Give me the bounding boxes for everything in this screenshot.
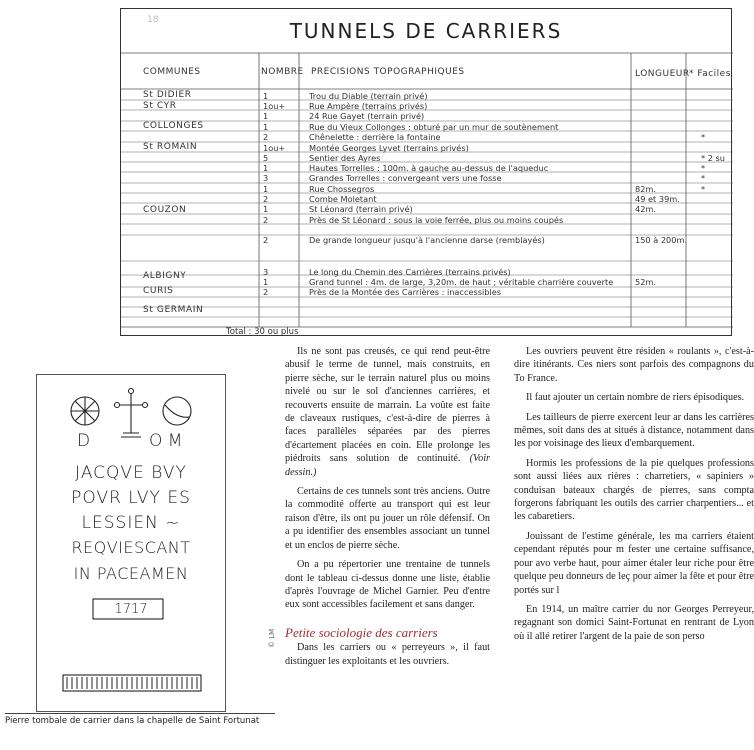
section-heading: Petite sociologie des carriers (285, 624, 438, 640)
image-caption: Pierre tombale de carrier dans la chapelle de Saint Fortunat (5, 713, 275, 726)
article-column-1 (285, 345, 490, 674)
row-precision: Trou du Diable (terrain privé) (309, 91, 428, 101)
row-nombre: 2 (263, 215, 269, 225)
row-precision: 24 Rue Gayet (terrain privé) (309, 111, 425, 121)
tomb-d: D (77, 431, 91, 451)
table-title: TUNNELS DE CARRIERS (289, 19, 563, 43)
row-nombre: 1 (263, 122, 269, 132)
paragraph-episodiques: Il faut ajouter un certain nombre de riers épisodiques. (526, 392, 745, 404)
row-precision: Rue Chossegros (309, 184, 375, 194)
table-total: Total : 30 ou plus (226, 327, 299, 337)
tomb-line-inpace: IN PACEAMEN (73, 564, 189, 583)
row-precision: Rue du Vieux Collonges : obturé par un mur de soutènement (309, 122, 559, 132)
row-nombre: 1 (263, 204, 269, 214)
header-communes: COMMUNES (143, 67, 201, 77)
row-nombre: 1ou+ (263, 143, 286, 153)
paragraph-tunnels-repertoire: On a pu répertorier une trentaine de tunnels dont le tableau ci-dessus donne une liste, établie d'après l'ouvrage de Michel Garnier. Peu d'entre eux sont accessibles facilement et sans danger. (285, 559, 490, 611)
row-nombre: 3 (263, 173, 269, 183)
row-nombre: 1 (263, 111, 269, 121)
row-nombre: 2 (263, 235, 269, 245)
paragraph-tunnels-anciens: Certains de ces tunnels sont très anciens. Outre la commodité offerte au transport qui est leur raison d'être, ils ont pu jouer un rôle défensif. On a pu identifier des ensembles associant un tunnel et un enclos de pierre sèche. (285, 486, 490, 551)
row-precision: Près de la Montée des Carrières : inaccessibles (309, 287, 502, 297)
row-facile: * (701, 173, 706, 183)
row-facile: * (701, 184, 706, 194)
row-precision: Près de St Léonard : sous la voie ferrée, plus ou moins coupés (309, 215, 564, 225)
row-longueur: 42m. (635, 204, 656, 214)
row-precision: Rue Ampère (terrains privés) (309, 101, 428, 111)
row-nombre: 3 (263, 267, 269, 277)
row-longueur: 82m. (635, 184, 656, 194)
tomb-year: 1717 (114, 602, 148, 617)
article-column-2 (514, 345, 754, 649)
row-nombre: 1 (263, 184, 269, 194)
header-faciles: * Faciles (689, 69, 731, 79)
commune-st-cyr: St CYR (143, 101, 177, 111)
row-precision: Grandes Torrelles : convergeant vers une fosse (309, 173, 502, 183)
row-nombre: 1ou+ (263, 101, 286, 111)
row-precision: De grande longueur jusqu'à l'ancienne darse (remblayés) (309, 235, 545, 245)
row-nombre: 1 (263, 277, 269, 287)
row-longueur: 52m. (635, 277, 656, 287)
commune-couzon: COUZON (143, 205, 187, 215)
tomb-line-jacque: JACQVE BVY (75, 463, 187, 483)
row-nombre: 1 (263, 91, 269, 101)
header-nombre: NOMBRE (261, 67, 304, 77)
row-precision: Le long du Chemin des Carrières (terrains privés) (309, 267, 511, 277)
paragraph-tunnels-construction: Ils ne sont pas creusés, ce qui rend peut-être abusif le terme de tunnel, mais construits, en pierre sèche, sur le terrain naturel plus ou moins nivelé ou sur le sol d'anciennes carrières, et recouverts ensuite de marrain. La voûte est faite de claveaux rustiques, c'est-à-dire de pierres à faces parallèles séparées par des pierres d'écartement placées en coin. Elle prolonge les piédroits sans solution de continuité. (Voir dessin.) (285, 346, 490, 478)
tomb-om: O M (149, 431, 183, 451)
commune-st-didier: St DIDIER (143, 90, 192, 100)
row-precision: Sentier des Ayres (309, 153, 381, 163)
image-credit: © LM (268, 628, 276, 648)
commune-curis: CURIS (143, 286, 174, 296)
row-nombre: 2 (263, 287, 269, 297)
row-precision: St Léonard (terrain privé) (309, 204, 413, 214)
row-nombre: 5 (263, 153, 269, 163)
paragraph-tailleurs: Les tailleurs de pierre exercent leur ar dans les carrières mêmes, soit dans des at situés à distance, notamment dans les por voisinage des lieux d'embarquement. (514, 411, 754, 450)
row-longueur: 49 et 39m. (635, 194, 680, 204)
tomb-line-requiescant: REQVIESCANT (71, 538, 191, 557)
header-longueur: LONGUEUR (635, 69, 690, 79)
paragraph-estime: Jouissant de l'estime générale, les ma carriers étaient cependant réputés pour m fester une certaine suffisance, pour avo verbe haut, pour aimer étaler leur riche pour être quelque peu donneurs de leç pour aimer la fête et pour être portés sur l (514, 530, 754, 596)
faint-mark: 18 (147, 15, 159, 25)
row-precision: Montée Georges Lyvet (terrains privés) (309, 143, 469, 153)
row-facile: * (701, 132, 706, 142)
tunnels-table (120, 8, 732, 336)
row-nombre: 1 (263, 163, 269, 173)
row-precision: Combe Moletant (309, 194, 377, 204)
commune-st-germain: St GERMAIN (143, 305, 204, 315)
row-longueur: 150 à 200m. (635, 235, 688, 245)
tombstone-drawing (36, 374, 226, 712)
row-facile: * (701, 163, 706, 173)
rosette-icon (71, 397, 99, 425)
row-nombre: 2 (263, 194, 269, 204)
row-precision: Chênelette : derrière la fontaine (309, 132, 441, 142)
see-drawing-note: (Voir dessin.) (285, 453, 490, 478)
commune-collonges: COLLONGES (143, 121, 204, 131)
row-facile: * 2 su (701, 153, 725, 163)
row-precision: Hautes Torrelles : 100m. à gauche au-dessus de l'aqueduc (309, 163, 549, 173)
paragraph-professions: Hormis les professions de la pie quelques professions sont aussi liées aux rières : charretiers, « sapiniers » conduisan bateaux chargés de pierres, sans compta forgerons fabriquant les outils des carrier charpentiers... et les cabaretiers. (514, 457, 754, 523)
header-precisions: PRECISIONS TOPOGRAPHIQUES (311, 67, 465, 77)
tomb-line-lessien: LESSIEN ~ (81, 513, 181, 533)
paragraph-1914: En 1914, un maître carrier du nor Georges Perreyeur, regagnant son domici Saint-Fortunat en rentrant de Lyon où il allé retirer l'argent de la paie de son perso (514, 603, 754, 642)
paragraph-ouvriers: Les ouvriers peuvent être résiden « roulants », c'est-à-dire itinérants. Ces niers sont parfois des compagnons du To France. (514, 346, 754, 384)
tomb-line-pour: POVR LVY ES (71, 488, 191, 508)
paragraph-carriers-intro: Dans les carriers ou « perreyeurs », il faut distinguer les exploitants et les ouvriers. (285, 642, 490, 667)
row-precision: Grand tunnel : 4m. de large, 3,20m. de haut ; véritable charrière couverte (309, 277, 614, 287)
commune-st-romain: St ROMAIN (143, 142, 198, 152)
commune-albigny: ALBIGNY (143, 271, 187, 281)
row-nombre: 2 (263, 132, 269, 142)
